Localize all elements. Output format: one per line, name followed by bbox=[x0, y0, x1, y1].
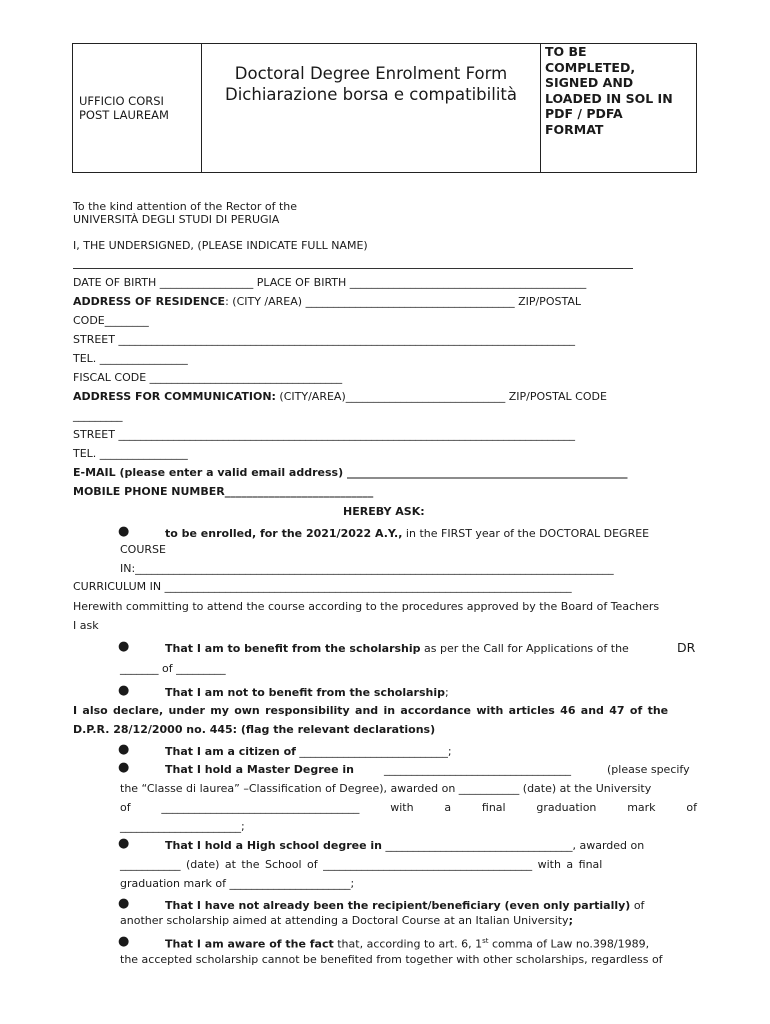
email-field[interactable]: E-MAIL (please enter a valid email address) ___________________________________________________ bbox=[73, 466, 628, 479]
enrol-rest: in the FIRST year of the DOCTORAL DEGREE bbox=[402, 527, 650, 540]
communication-rest: (CITY/AREA)_____________________________ ZIP/POSTAL CODE bbox=[275, 390, 607, 403]
not-benefit-rest: ; bbox=[445, 686, 449, 699]
master-of2: of bbox=[686, 801, 697, 814]
master-a: a bbox=[444, 801, 452, 814]
hs-line2[interactable]: ___________ (date) at the School of ______________________________________ with a final bbox=[120, 858, 603, 871]
master-line4[interactable]: ______________________; bbox=[120, 820, 245, 833]
bullet-icon[interactable]: ● bbox=[118, 934, 130, 949]
office-line1: UFFICIO CORSI bbox=[79, 94, 164, 108]
benefit-rest: as per the Call for Applications of the bbox=[420, 642, 629, 655]
course-label: COURSE bbox=[120, 543, 166, 556]
notice-line: LOADED IN SOL IN bbox=[545, 90, 673, 106]
notice-line: FORMAT bbox=[545, 121, 604, 137]
master-line2[interactable]: the “Classe di laurea” –Classification of Degree), awarded on ___________ (date) at the University bbox=[120, 782, 652, 795]
bullet-icon[interactable]: ● bbox=[118, 639, 130, 654]
master-grad: graduation bbox=[536, 801, 597, 814]
bullet-icon[interactable]: ● bbox=[118, 896, 130, 911]
aware-sup: st bbox=[482, 937, 489, 945]
bullet-icon[interactable]: ● bbox=[118, 683, 130, 698]
aware-line bbox=[165, 937, 649, 951]
master-with: with bbox=[390, 801, 414, 814]
aware-bold: That I am aware of the fact bbox=[165, 937, 334, 951]
residence-label: ADDRESS OF RESIDENCE bbox=[73, 295, 226, 308]
form-subtitle: Dichiarazione borsa e compatibilità bbox=[225, 85, 517, 104]
master-mark: mark bbox=[627, 801, 656, 814]
title-cell bbox=[202, 44, 541, 172]
tel-field[interactable]: TEL. ________________ bbox=[73, 352, 188, 365]
master-final: final bbox=[481, 801, 506, 814]
benefit-line bbox=[165, 642, 629, 655]
i-ask-text: I ask bbox=[73, 619, 99, 632]
hs-bold: That I hold a High school degree in bbox=[165, 839, 382, 852]
master-of-blank: ____________________________________ bbox=[161, 801, 360, 814]
declare-line1: I also declare, under my own responsibility and in accordance with articles 46 and 47 of the bbox=[73, 704, 669, 717]
form-title: Doctoral Degree Enrolment Form bbox=[234, 64, 508, 83]
communication-label: ADDRESS FOR COMMUNICATION: bbox=[73, 390, 276, 403]
hs-rest: __________________________________, awarded on bbox=[382, 839, 645, 852]
notice-cell bbox=[541, 44, 696, 172]
recipient-bold: That I have not already been the recipient/beneficiary (even only partially) bbox=[165, 899, 631, 912]
master-label: That I hold a Master Degree in bbox=[165, 763, 355, 776]
street-field-2[interactable]: STREET ___________________________________________________________________________________ bbox=[73, 428, 575, 441]
office-line2: POST LAUREAM bbox=[79, 108, 169, 122]
course-field[interactable]: IN:_______________________________________________________________________________________ bbox=[120, 562, 614, 575]
recipient-line2a: another scholarship aimed at attending a Doctoral Course at an Italian University bbox=[120, 914, 569, 927]
curriculum-field[interactable]: CURRICULUM IN __________________________________________________________________________ bbox=[73, 580, 572, 593]
hereby-ask-heading: HEREBY ASK: bbox=[343, 505, 425, 518]
recipient-line2 bbox=[120, 914, 573, 927]
citizen-line[interactable] bbox=[165, 745, 452, 758]
street-field[interactable]: STREET ___________________________________________________________________________________ bbox=[73, 333, 575, 346]
committing-text: Herewith committing to attend the course according to the procedures approved by the Board of Teachers bbox=[73, 600, 660, 613]
addressee-line2: UNIVERSITÀ DEGLI STUDI DI PERUGIA bbox=[73, 213, 280, 226]
high-school-line[interactable] bbox=[165, 839, 644, 852]
citizen-bold: That I am a citizen of bbox=[165, 745, 296, 758]
fiscal-code-field[interactable]: FISCAL CODE ___________________________________ bbox=[73, 371, 343, 384]
header-table bbox=[72, 43, 697, 173]
office-cell bbox=[73, 44, 202, 172]
benefit-bold: That I am to benefit from the scholarship bbox=[165, 642, 421, 655]
enrol-line bbox=[165, 527, 649, 540]
enrol-bold: to be enrolled, for the 2021/2022 A.Y., bbox=[165, 527, 403, 540]
aware-line2: the accepted scholarship cannot be benefited from together with other scholarships, regardless of bbox=[120, 953, 663, 966]
undersigned-label: I, THE UNDERSIGNED, (PLEASE INDICATE FULL NAME) bbox=[73, 239, 368, 252]
master-line3[interactable] bbox=[120, 801, 697, 814]
aware-rest2: comma of Law no.398/1989, bbox=[488, 937, 650, 951]
bullet-icon: ● bbox=[118, 524, 130, 539]
benefit-dr: DR bbox=[677, 640, 696, 655]
communication-zip-field[interactable]: _________ bbox=[73, 409, 123, 422]
master-field[interactable]: __________________________________ bbox=[384, 763, 571, 776]
recipient-rest: of bbox=[630, 899, 645, 912]
addressee-line1: To the kind attention of the Rector of the bbox=[73, 200, 298, 213]
bullet-icon[interactable]: ● bbox=[118, 760, 130, 775]
notice-line: COMPLETED, bbox=[545, 59, 636, 75]
not-benefit-line bbox=[165, 686, 449, 699]
birth-field[interactable]: DATE OF BIRTH _________________ PLACE OF BIRTH ___________________________________________ bbox=[73, 276, 587, 289]
notice-line: SIGNED AND bbox=[545, 75, 634, 90]
notice-line: TO BE bbox=[545, 44, 587, 59]
tel-field-2[interactable]: TEL. ________________ bbox=[73, 447, 188, 460]
bullet-icon[interactable]: ● bbox=[118, 742, 130, 757]
communication-field[interactable] bbox=[73, 390, 607, 403]
recipient-line2b: ; bbox=[568, 914, 573, 927]
hs-line3[interactable]: graduation mark of ______________________; bbox=[120, 877, 355, 890]
master-tail: (please specify bbox=[607, 763, 690, 776]
residence-rest: : (CITY /AREA) ______________________________________ ZIP/POSTAL bbox=[225, 295, 581, 308]
not-benefit-bold: That I am not to benefit from the scholarship bbox=[165, 686, 446, 699]
benefit-call-field[interactable]: _______ of _________ bbox=[120, 662, 226, 675]
full-name-field[interactable] bbox=[73, 268, 633, 269]
recipient-line bbox=[165, 899, 644, 912]
notice-line: PDF / PDFA bbox=[545, 106, 623, 121]
citizen-rest: ___________________________; bbox=[295, 745, 452, 758]
master-of: of bbox=[120, 801, 131, 814]
postal-code-field[interactable]: CODE________ bbox=[73, 314, 149, 327]
mobile-field[interactable]: MOBILE PHONE NUMBER___________________________ bbox=[73, 485, 374, 498]
residence-field[interactable] bbox=[73, 295, 581, 308]
aware-rest: that, according to art. 6, 1 bbox=[333, 937, 483, 951]
bullet-icon[interactable]: ● bbox=[118, 836, 130, 851]
declare-line2: D.P.R. 28/12/2000 no. 445: (flag the relevant declarations) bbox=[73, 723, 436, 736]
